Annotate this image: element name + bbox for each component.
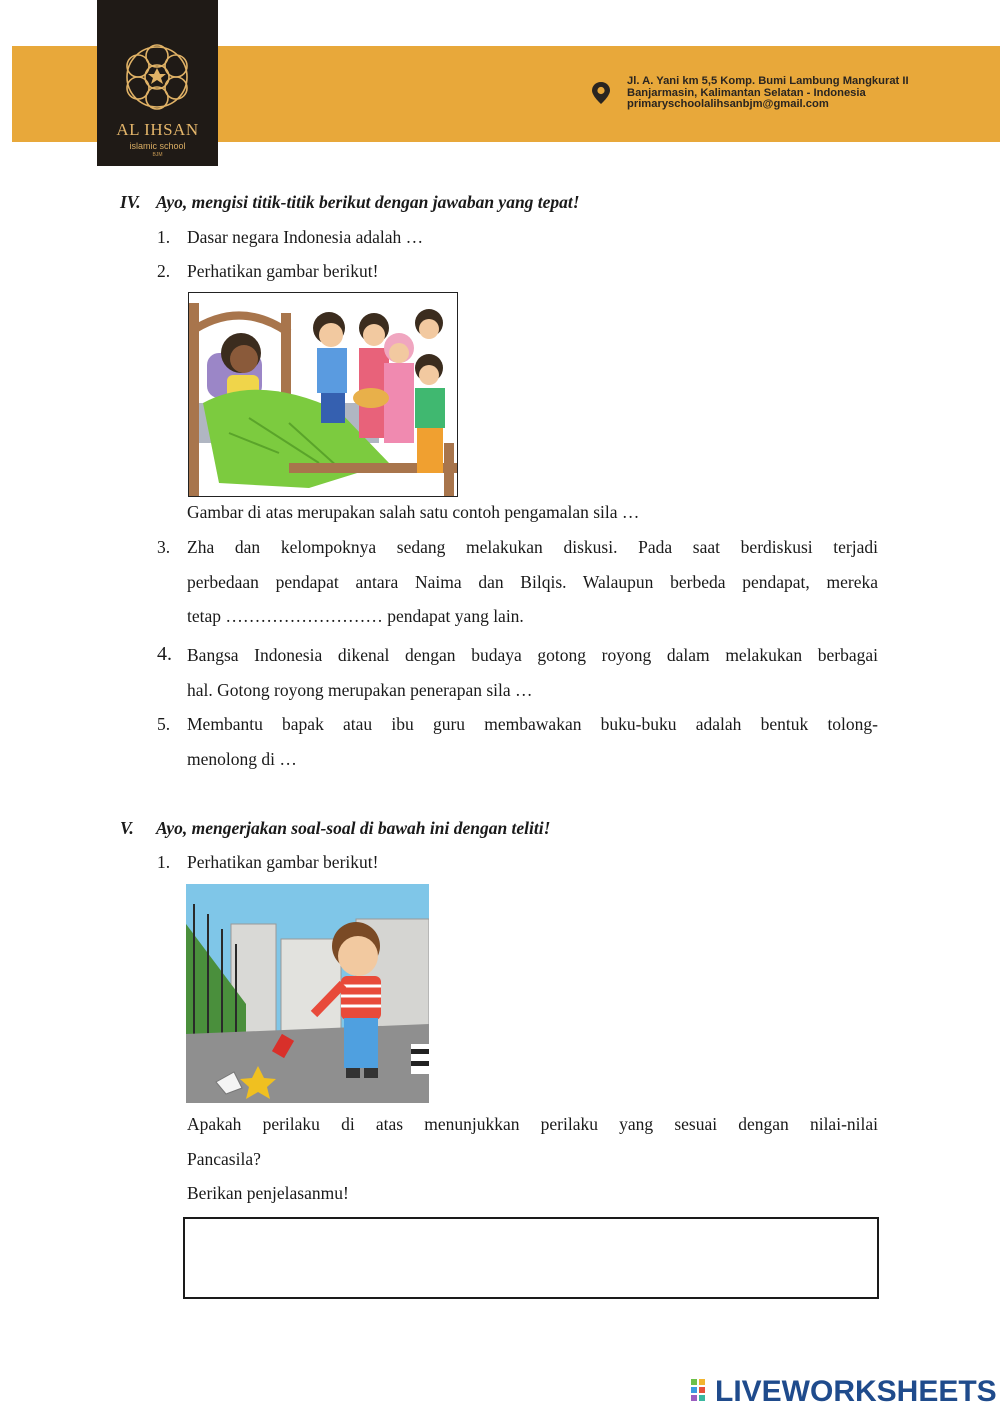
question-3-line: Zha dan kelompoknya sedang melakukan diskusi. Pada saat berdiskusi terjadi xyxy=(187,537,878,557)
question-number: 1. xyxy=(157,852,171,872)
liveworksheets-icon xyxy=(691,1379,713,1403)
section-4-number: IV. xyxy=(120,192,141,212)
section-5-question-text xyxy=(187,1107,878,1176)
section-5-title xyxy=(120,818,550,839)
question-4-line: hal. Gotong royong merupakan penerapan sila … xyxy=(187,679,533,700)
section-5-heading: Ayo, mengerjakan soal-soal di bawah ini dengan teliti! xyxy=(156,818,551,838)
liveworksheets-brand: LIVEWORKSHEETS xyxy=(715,1375,997,1408)
section-5-question-line: Apakah perilaku di atas menunjukkan perilaku yang sesuai dengan nilai-nilai xyxy=(187,1114,878,1134)
question-number: 4. xyxy=(157,643,172,665)
section-5-instruction: Berikan penjelasanmu! xyxy=(187,1183,349,1203)
question-2-text: Perhatikan gambar berikut! xyxy=(187,261,379,281)
question-number: 1. xyxy=(157,227,171,247)
sick-friend-illustration xyxy=(188,292,458,497)
question-number: 5. xyxy=(157,714,171,734)
school-logo xyxy=(97,0,218,166)
question-number: 2. xyxy=(157,261,171,281)
address-email: primaryschoolalihsanbjm@gmail.com xyxy=(627,98,829,110)
question-4-line: Bangsa Indonesia dikenal dengan budaya gotong royong dalam melakukan berbagai xyxy=(187,645,878,665)
school-name: AL IHSAN xyxy=(116,120,199,139)
liveworksheets-logo xyxy=(691,1375,997,1407)
section-5-question-line: Pancasila? xyxy=(187,1148,261,1169)
question-2-caption: Gambar di atas merupakan salah satu contoh pengamalan sila … xyxy=(187,502,640,522)
question-5-line: Membantu bapak atau ibu guru membawakan buku-buku adalah bentuk tolong- xyxy=(187,714,878,734)
question-4-text xyxy=(187,638,878,707)
section-5-question-1-text: Perhatikan gambar berikut! xyxy=(187,852,379,872)
question-5-text xyxy=(187,707,878,776)
question-3-line: perbedaan pendapat antara Naima dan Bilqis. Walaupun berbeda pendapat, mereka xyxy=(187,571,878,592)
section-4-title xyxy=(120,192,580,213)
address-line: Banjarmasin, Kalimantan Selatan - Indonesia xyxy=(627,86,866,99)
school-subtitle: islamic school xyxy=(129,141,186,151)
littering-boy-illustration xyxy=(186,884,429,1103)
school-address xyxy=(627,76,909,111)
question-3-line: tetap ……………………… pendapat yang lain. xyxy=(187,606,524,627)
question-5-line: menolong di … xyxy=(187,748,297,769)
school-city: BJM xyxy=(152,152,163,158)
question-number: 3. xyxy=(157,537,171,557)
answer-input-box[interactable] xyxy=(183,1217,879,1299)
address-line: Jl. A. Yani km 5,5 Komp. Bumi Lambung Mangkurat II xyxy=(627,75,909,87)
question-3-text xyxy=(187,530,878,634)
section-4-heading: Ayo, mengisi titik-titik berikut dengan jawaban yang tepat! xyxy=(156,192,580,212)
section-5-number: V. xyxy=(120,818,134,838)
location-pin-icon xyxy=(591,81,611,105)
question-1-text: Dasar negara Indonesia adalah … xyxy=(187,227,424,247)
star-ornament-icon xyxy=(103,34,211,120)
